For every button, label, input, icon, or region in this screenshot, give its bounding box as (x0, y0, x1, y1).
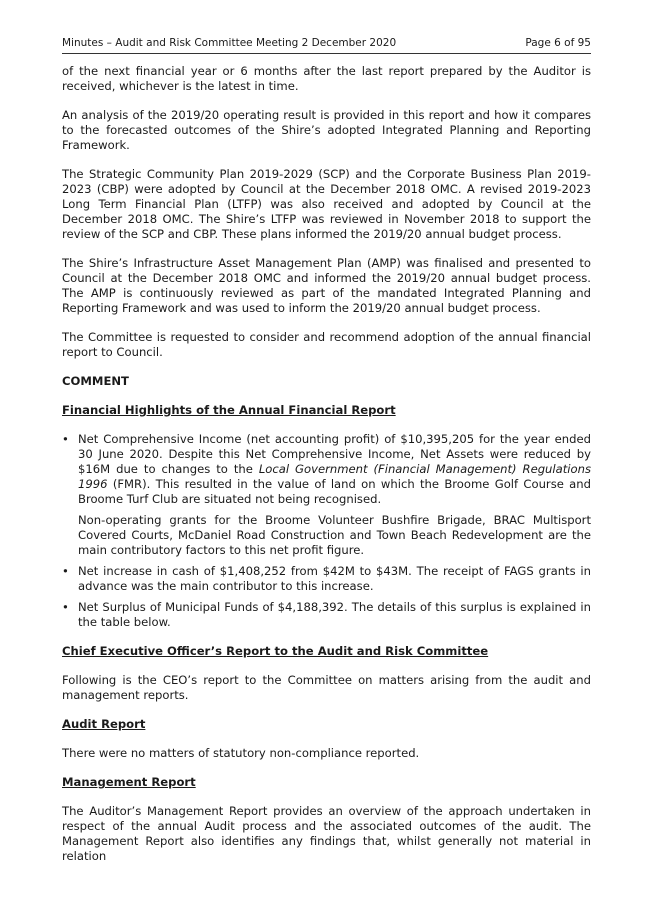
list-item (78, 564, 591, 594)
document-body (62, 64, 591, 878)
regulation-title: Local Government (Financial Management) Regulations 1996 (78, 462, 591, 491)
paragraph: An analysis of the 2019/20 operating result is provided in this report and how it compares to the forecasted outcomes of the Shire’s adopted Integrated Planning and Reporting Framework. (62, 108, 591, 152)
highlights-list (62, 432, 591, 630)
bullet-text: • Net Comprehensive Income (net accounting profit) of $10,395,205 for the year ended 30 June 2020. Despite this Net Comprehensive Income, Net Assets were reduced by $16M due to changes to the Local Government (Financial Management) Regulations 1996 (FMR). This resulted in the value of land on which the Broome Golf Course and Broome Turf Club are situated not being recognised. (78, 432, 591, 506)
financial-highlights-heading: Financial Highlights of the Annual Financial Report (62, 403, 396, 417)
bullet-text: • Net increase in cash of $1,408,252 from $42M to $43M. The receipt of FAGS grants in advance was the main contributor to this increase. (78, 564, 591, 593)
paragraph: The Strategic Community Plan 2019-2029 (SCP) and the Corporate Business Plan 2019-2023 (CBP) were adopted by Council at the December 2018 OMC. A revised 2019-2023 Long Term Financial Plan (LTFP) was also received and adopted by Council at the December 2018 OMC. The Shire’s LTFP was reviewed in November 2018 to support the review of the SCP and CBP. These plans informed the 2019/20 annual budget process. (62, 167, 591, 241)
bullet-text: • Net Surplus of Municipal Funds of $4,188,392. The details of this surplus is explained in the table below. (78, 600, 591, 629)
paragraph: The Committee is requested to consider and recommend adoption of the annual financial report to Council. (62, 330, 591, 359)
paragraph: The Shire’s Infrastructure Asset Management Plan (AMP) was finalised and presented to Council at the December 2018 OMC and informed the 2019/20 annual budget process. The AMP is continuously reviewed as part of the mandated Integrated Planning and Reporting Framework and was used to inform the 2019/20 annual budget process. (62, 256, 591, 315)
management-report-heading: Management Report (62, 775, 196, 789)
page-header (62, 37, 591, 54)
list-item (78, 600, 591, 630)
paragraph: The Auditor’s Management Report provides an overview of the approach undertaken in respect of the annual Audit process and the associated outcomes of the audit. The Management Report also identifies any findings that, whilst generally not material in relation (62, 804, 591, 863)
paragraph: Following is the CEO’s report to the Committee on matters arising from the audit and management reports. (62, 673, 591, 702)
bullet-continuation: Non-operating grants for the Broome Volunteer Bushfire Brigade, BRAC Multisport Covered Courts, McDaniel Road Construction and Town Beach Redevelopment are the main contributory factors to this net profit figure. (78, 513, 591, 557)
page-number: Page 6 of 95 (525, 37, 591, 49)
comment-heading: COMMENT (62, 374, 129, 388)
document-title: Minutes – Audit and Risk Committee Meeting 2 December 2020 (62, 37, 397, 49)
ceo-report-heading: Chief Executive Officer’s Report to the Audit and Risk Committee (62, 644, 489, 658)
paragraph: There were no matters of statutory non-compliance reported. (62, 746, 420, 760)
audit-report-heading: Audit Report (62, 717, 146, 731)
paragraph: of the next financial year or 6 months after the last report prepared by the Auditor is received, whichever is the latest in time. (62, 64, 591, 93)
list-item (78, 432, 591, 558)
